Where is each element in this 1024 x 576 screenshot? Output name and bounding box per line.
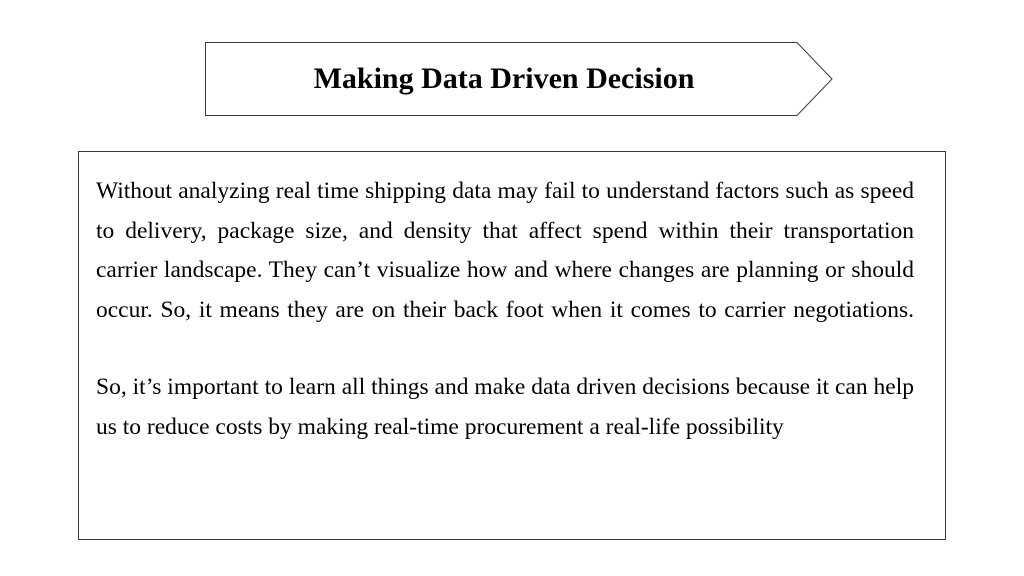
content-box [78,151,946,540]
title-banner [205,42,833,116]
paragraph-conclusion: So, it’s important to learn all things and make data driven decisions because it can help us to reduce costs by making real-time procurement a real-life possibility [96,374,914,440]
paragraph-intro: Without analyzing real time shipping data may fail to understand factors such as speed to delivery, package size, and density that affect spend within their transportation carrier landscape. They can’t visualize how and where changes are planning or should occur. So, it means they are on their back foot when it comes to carrier negotiations. [96,178,914,323]
page-title: Making Data Driven Decision [313,62,695,95]
